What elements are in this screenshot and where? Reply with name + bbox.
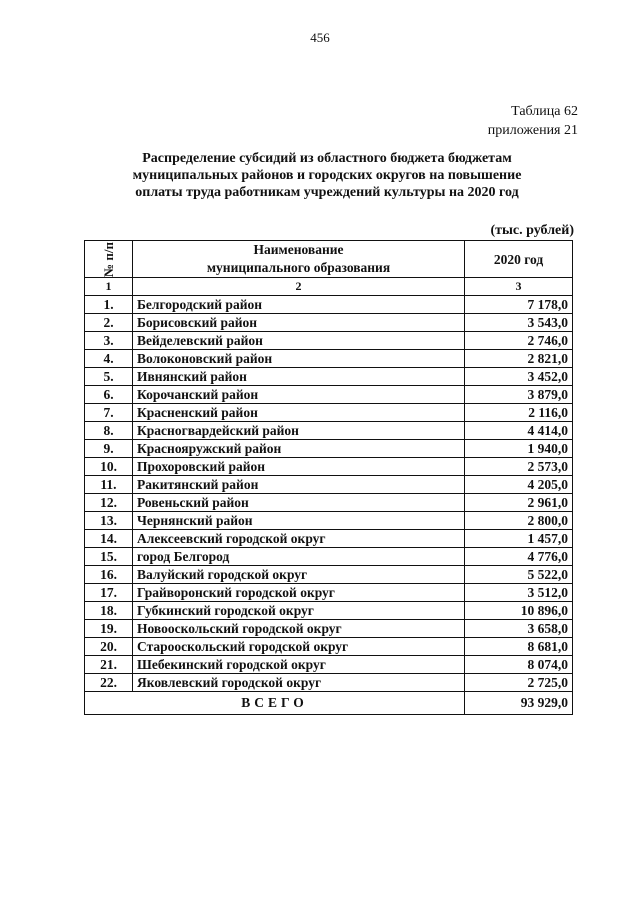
total-label: ВСЕГО [85, 692, 465, 715]
table-row [85, 332, 573, 350]
municipality-name: Старооскольский городской округ [133, 638, 465, 656]
table-row [85, 422, 573, 440]
row-number: 21. [85, 656, 133, 674]
subsidy-value: 3 512,0 [465, 584, 573, 602]
table-row [85, 566, 573, 584]
table-reference [488, 102, 578, 140]
municipality-name: Красненский район [133, 404, 465, 422]
subsidy-value: 4 414,0 [465, 422, 573, 440]
subsidy-value: 1 940,0 [465, 440, 573, 458]
row-number: 1. [85, 296, 133, 314]
table-row [85, 656, 573, 674]
municipality-name: Белгородский район [133, 296, 465, 314]
table-row [85, 620, 573, 638]
column-number: 2 [133, 278, 465, 296]
table-body [85, 296, 573, 692]
municipality-name: Грайворонский городской округ [133, 584, 465, 602]
subsidy-value: 2 800,0 [465, 512, 573, 530]
table-row [85, 404, 573, 422]
header-name-line1: Наименование [253, 242, 344, 257]
subsidy-value: 8 074,0 [465, 656, 573, 674]
subsidy-value: 2 116,0 [465, 404, 573, 422]
subsidy-value: 2 961,0 [465, 494, 573, 512]
table-row [85, 548, 573, 566]
column-number-row [85, 278, 573, 296]
subsidy-value: 3 658,0 [465, 620, 573, 638]
subsidy-value: 3 543,0 [465, 314, 573, 332]
table-header-row [85, 241, 573, 278]
row-number: 19. [85, 620, 133, 638]
row-number: 18. [85, 602, 133, 620]
document-title [92, 150, 562, 201]
column-number: 3 [465, 278, 573, 296]
municipality-name: Новооскольский городской округ [133, 620, 465, 638]
municipality-name: Корочанский район [133, 386, 465, 404]
municipality-name: Чернянский район [133, 512, 465, 530]
subsidy-value: 2 725,0 [465, 674, 573, 692]
subsidy-value: 1 457,0 [465, 530, 573, 548]
header-year: 2020 год [465, 241, 573, 278]
header-name [133, 241, 465, 278]
municipality-name: Красногвардейский район [133, 422, 465, 440]
title-line2: муниципальных районов и городских округов на повышение [132, 168, 522, 183]
row-number: 14. [85, 530, 133, 548]
municipality-name: Валуйский городской округ [133, 566, 465, 584]
table-row [85, 440, 573, 458]
municipality-name: Ровеньский район [133, 494, 465, 512]
subsidy-table [84, 240, 573, 715]
row-number: 2. [85, 314, 133, 332]
municipality-name: Прохоровский район [133, 458, 465, 476]
table-reference-line2: приложения 21 [487, 123, 578, 138]
row-number: 3. [85, 332, 133, 350]
municipality-name: Алексеевский городской округ [133, 530, 465, 548]
municipality-name: Вейделевский район [133, 332, 465, 350]
table-row [85, 350, 573, 368]
table-row [85, 386, 573, 404]
row-number: 15. [85, 548, 133, 566]
units-label: (тыс. рублей) [490, 223, 574, 238]
row-number: 13. [85, 512, 133, 530]
subsidy-value: 4 776,0 [465, 548, 573, 566]
subsidy-value: 4 205,0 [465, 476, 573, 494]
row-number: 5. [85, 368, 133, 386]
subsidy-value: 3 879,0 [465, 386, 573, 404]
row-number: 22. [85, 674, 133, 692]
table-row [85, 314, 573, 332]
row-number: 11. [85, 476, 133, 494]
row-number: 7. [85, 404, 133, 422]
subsidy-value: 2 573,0 [465, 458, 573, 476]
table-row [85, 458, 573, 476]
row-number: 9. [85, 440, 133, 458]
municipality-name: Борисовский район [133, 314, 465, 332]
total-value: 93 929,0 [465, 692, 573, 715]
row-number: 17. [85, 584, 133, 602]
municipality-name: город Белгород [133, 548, 465, 566]
table-row [85, 494, 573, 512]
table-row [85, 476, 573, 494]
municipality-name: Ивнянский район [133, 368, 465, 386]
subsidy-value: 5 522,0 [465, 566, 573, 584]
municipality-name: Губкинский городской округ [133, 602, 465, 620]
table-row [85, 296, 573, 314]
row-number: 12. [85, 494, 133, 512]
header-name-line2: муниципального образования [206, 260, 391, 275]
total-row [85, 692, 573, 715]
title-line3: оплаты труда работникам учреждений культуры на 2020 год [135, 185, 519, 200]
subsidy-value: 2 821,0 [465, 350, 573, 368]
subsidy-value: 10 896,0 [465, 602, 573, 620]
row-number: 4. [85, 350, 133, 368]
municipality-name: Волоконовский район [133, 350, 465, 368]
table-row [85, 674, 573, 692]
title-line1: Распределение субсидий из областного бюджета бюджетам [142, 151, 512, 166]
column-number: 1 [85, 278, 133, 296]
row-number: 6. [85, 386, 133, 404]
municipality-name: Краснояружский район [133, 440, 465, 458]
subsidy-value: 3 452,0 [465, 368, 573, 386]
municipality-name: Яковлевский городской округ [133, 674, 465, 692]
row-number: 16. [85, 566, 133, 584]
table-row [85, 602, 573, 620]
municipality-name: Шебекинский городской округ [133, 656, 465, 674]
subsidy-value: 8 681,0 [465, 638, 573, 656]
municipality-name: Ракитянский район [133, 476, 465, 494]
row-number: 10. [85, 458, 133, 476]
row-number: 20. [85, 638, 133, 656]
table-reference-line1: Таблица 62 [511, 104, 578, 119]
header-number-label: № п/п [101, 241, 116, 277]
table-row [85, 638, 573, 656]
table-row [85, 512, 573, 530]
table-row [85, 530, 573, 548]
subsidy-value: 7 178,0 [465, 296, 573, 314]
page-number: 456 [310, 30, 330, 45]
table-row [85, 368, 573, 386]
table-row [85, 584, 573, 602]
subsidy-value: 2 746,0 [465, 332, 573, 350]
row-number: 8. [85, 422, 133, 440]
header-number [85, 241, 133, 278]
